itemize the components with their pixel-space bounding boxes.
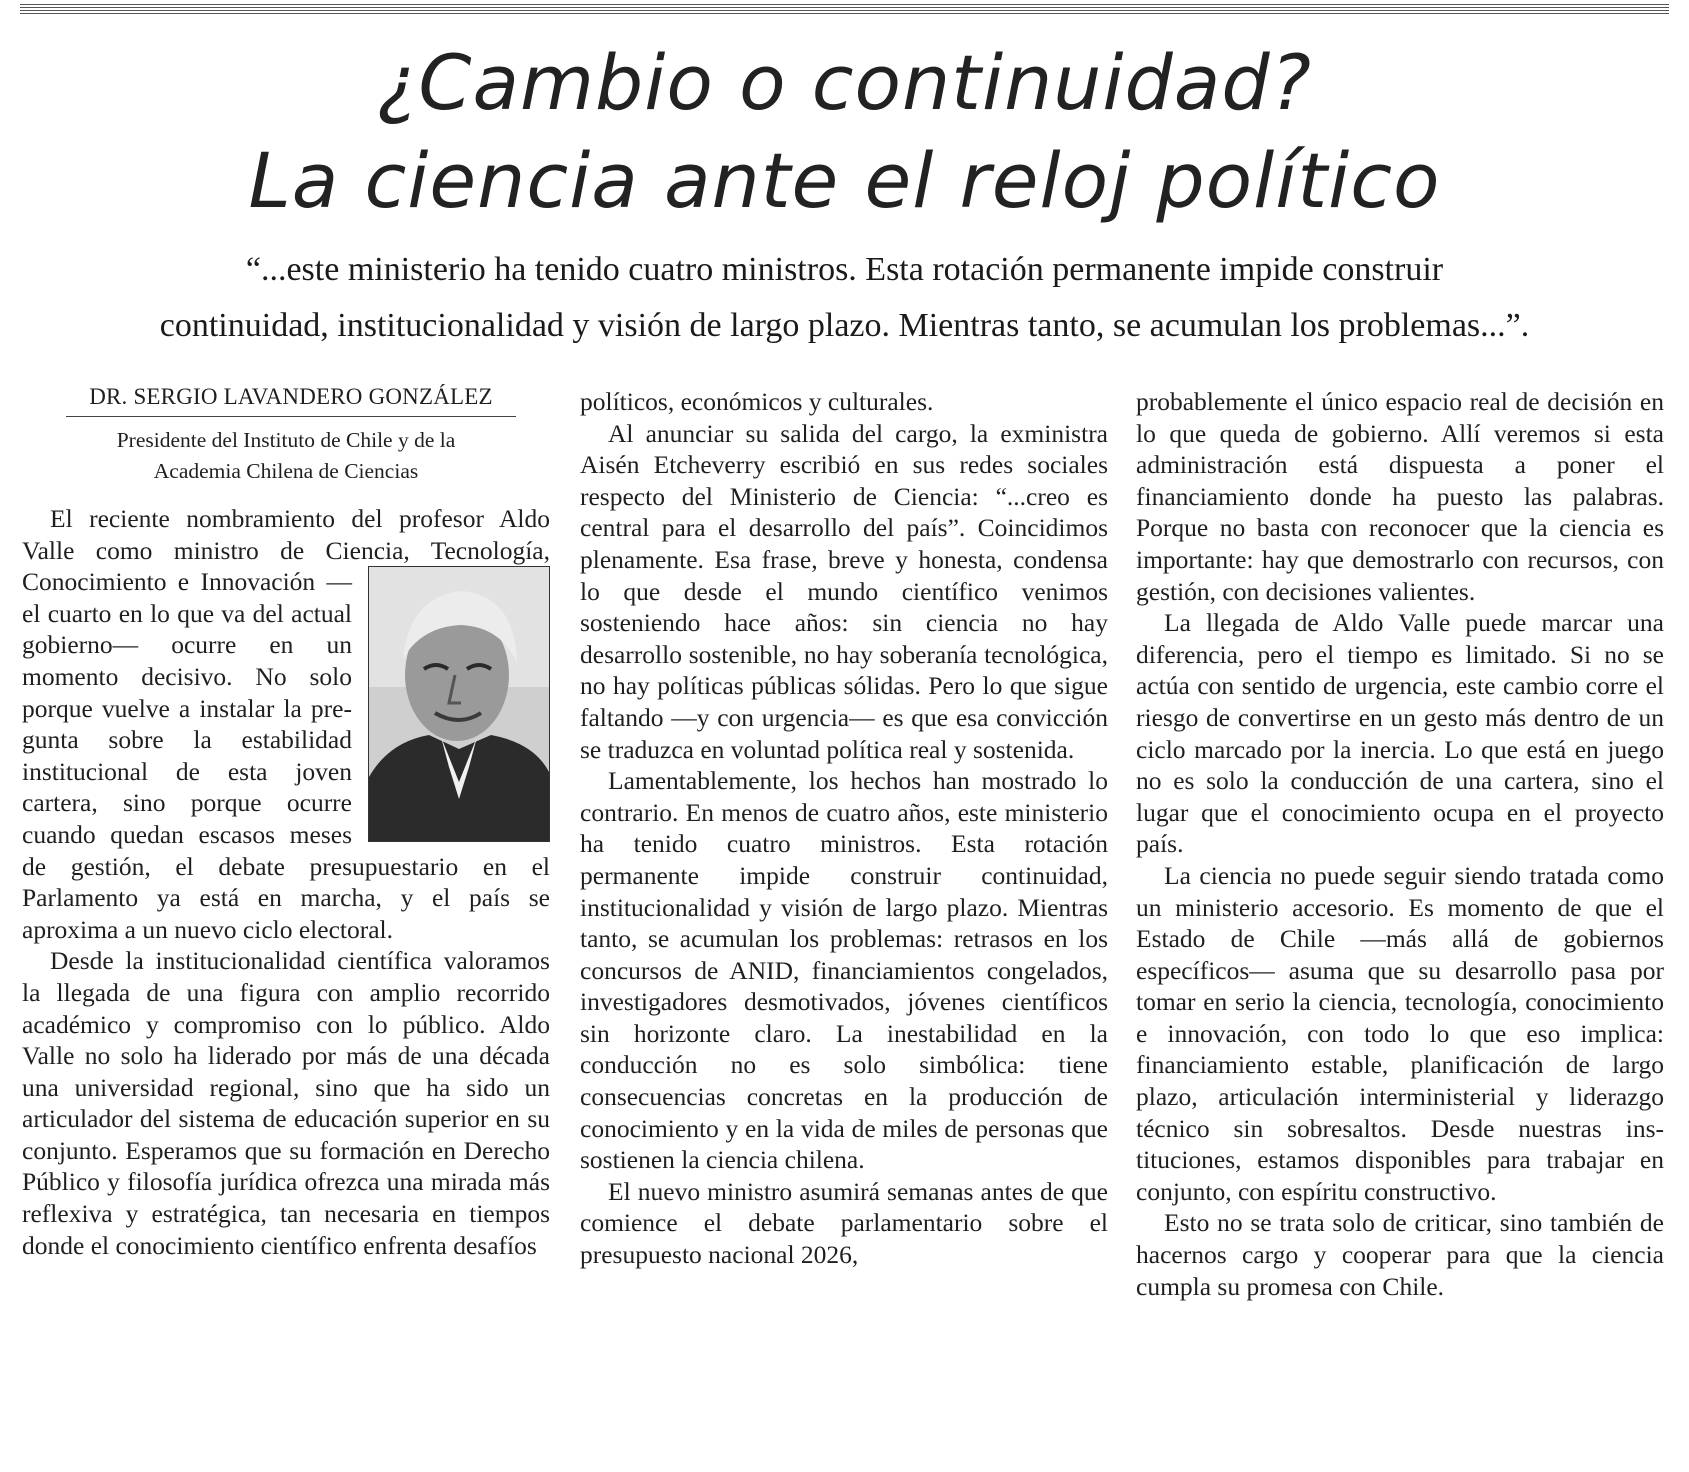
author-affiliation bbox=[22, 425, 550, 487]
headline-line-2: La ciencia ante el reloj político bbox=[248, 136, 1441, 225]
pull-quote bbox=[20, 242, 1669, 354]
column-3 bbox=[1136, 386, 1664, 1302]
paragraph: La llegada de Aldo Valle puede marcar una diferencia, pero el tiempo es limitado. Si no se actúa con sentido de urgencia, este cambio corre el riesgo de convertirse en un gesto más dentro de un ciclo marcado por la inercia. Lo que está en juego no es solo la conducción de una cartera, sino el lugar que el conocimiento ocupa en el proyecto país. bbox=[1136, 608, 1664, 859]
headline bbox=[0, 34, 1689, 230]
paragraph: La ciencia no puede seguir siendo tratada como un ministerio accesorio. Es momento de que el Estado de Chile —más allá de gobiernos específicos— asuma que su desarrollo pasa por tomar en serio la ciencia, tecnología, conocimiento e innovación, con todo lo que eso implica: financiamiento estable, planificación de largo plazo, articulación interministerial y liderazgo técnico sin sobresaltos. Desde nuestras instituciones, estamos disponibles para trabajar en conjunto, con espíritu constructivo. bbox=[1136, 860, 1664, 1206]
top-rule bbox=[20, 4, 1669, 14]
pull-quote-line-1: “...este ministerio ha tenido cuatro ministros. Esta rotación permanente impide construir bbox=[245, 251, 1444, 288]
column-2 bbox=[580, 386, 1108, 1271]
paragraph: Lamentablemente, los hechos han mostrado lo contrario. En menos de cuatro años, este ministerio ha tenido cuatro ministros. Esta rotación permanente impide construir continuidad, institucionalidad y visión de largo plazo. Mientras tanto, se acumulan los problemas: retrasos en los concursos de ANID, financiamientos congelados, investigadores desmotivados, jóvenes científicos sin horizonte claro. La inestabilidad en la conducción no es solo simbólica: tiene consecuencias concretas en la producción de conocimiento y en la vida de miles de personas que sostienen la ciencia chilena. bbox=[580, 766, 1108, 1175]
affiliation-line-1: Presidente del Instituto de Chile y de la bbox=[116, 428, 456, 452]
paragraph: Desde la institucionalidad científica valoramos la llegada de una figura con amplio recorrido académico y compromiso con lo público. Aldo Valle no solo ha liderado por más de una década una universidad regional, sino que ha sido un articulador del sistema de educación superior en su conjunto. Esperamos que su formación en Derecho Público y filosofía jurídica ofrezca una mirada más reflexiva y estratégica, tan necesaria en tiempos donde el conocimiento científico enfrenta desafíos bbox=[22, 946, 550, 1260]
paragraph-continued: políticos, económicos y culturales. bbox=[580, 387, 934, 416]
author-name: DR. SERGIO LAVANDERO GONZÁLEZ bbox=[66, 380, 516, 417]
paragraph-text-start: El reciente nombramiento del profesor Aldo Valle como ministro de Ciencia, Tecnología, Conocimiento e Innovación bbox=[22, 504, 550, 597]
affiliation-line-2: Academia Chilena de Ciencias bbox=[153, 459, 419, 483]
paragraph: Esto no se trata solo de criticar, sino también de hacernos cargo y cooperar para que la ciencia cumpla su promesa con Chile. bbox=[1136, 1208, 1664, 1301]
paragraph bbox=[22, 503, 550, 945]
paragraph-continued: probablemente el único espacio real de decisión en lo que queda de gobierno. Allí veremos si esta administración está dispuesta a poner el financiamiento donde ha puesto las palabras. Porque no basta con reconocer que la ciencia es importante: hay que demostrarlo con recursos, con gestión, con decisiones valientes. bbox=[1136, 387, 1664, 606]
column-1 bbox=[22, 380, 550, 1261]
pull-quote-line-2: continuidad, institucionalidad y visión de largo plazo. Mientras tanto, se acumulan los problemas...”. bbox=[159, 307, 1530, 344]
headline-line-1: ¿Cambio o continuidad? bbox=[377, 38, 1312, 127]
paragraph-lead-text bbox=[22, 504, 550, 944]
paragraph-text-rest: —el cuarto en lo que va del actual gobierno— ocurre en un momento decisivo. No solo porque vuelve a instalar la pregunta sobre la estabilidad institucional de esta joven cartera, sino porque ocurre cuando quedan escasos meses de gestión, el debate presupuestario en el Parlamento ya está en marcha, y el país se aproxima a un nuevo ciclo electoral. bbox=[22, 567, 550, 944]
paragraph: Al anunciar su salida del cargo, la exministra Aisén Etcheverry escribió en sus redes sociales respecto del Ministerio de Ciencia: “...creo es central para el desarrollo del país”. Coincidimos plenamente. Esa frase, breve y honesta, condensa lo que desde el mundo científico venimos sosteniendo hace años: sin ciencia no hay desarrollo sostenible, no hay soberanía tecnológica, no hay políticas públicas sólidas. Pero lo que sigue faltando —y con urgencia— es que esa convicción se traduzca en voluntad política real y sostenida. bbox=[580, 418, 1108, 764]
paragraph: El nuevo ministro asumirá semanas antes de que comience el debate parlamentario sobre el presupuesto nacional 2026, bbox=[580, 1176, 1108, 1270]
author-portrait-icon bbox=[368, 566, 550, 842]
